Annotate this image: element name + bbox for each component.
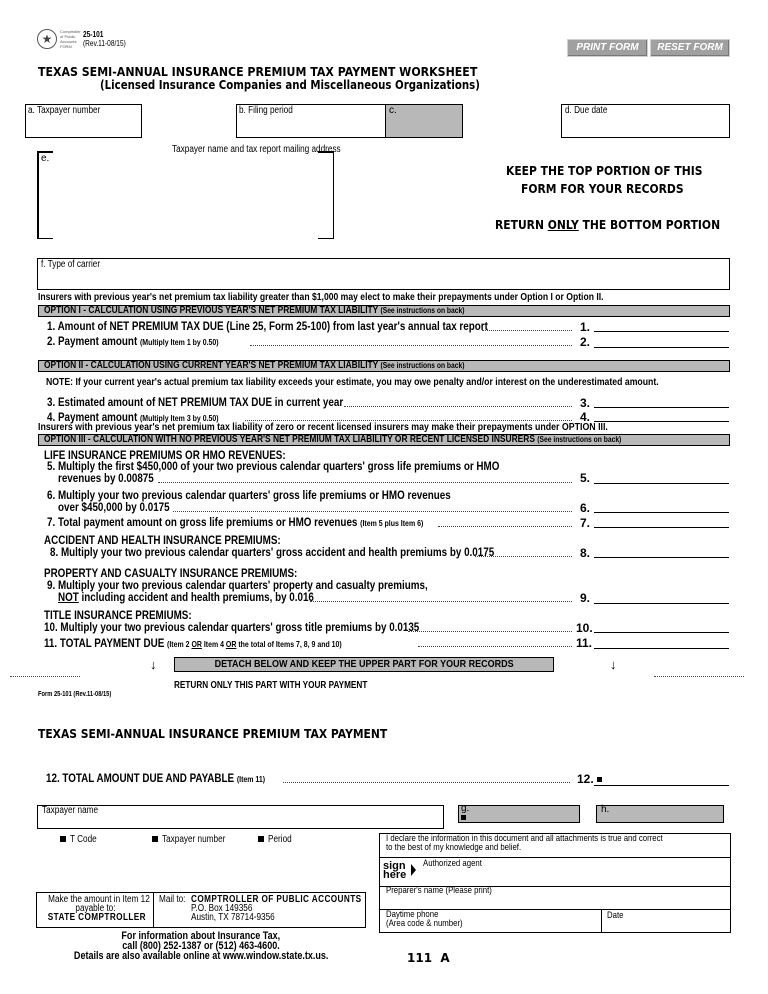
tcode-label: T Code	[60, 834, 103, 845]
form-reference: Form 25-101 (Rev.11-08/15)	[38, 691, 112, 698]
filing-period-label: b. Filing period	[239, 105, 293, 116]
property-casualty-heading: PROPERTY AND CASUALTY INSURANCE PREMIUMS:	[44, 566, 298, 580]
item-7-number: 7.	[580, 516, 591, 530]
item-12-input[interactable]	[594, 785, 729, 786]
item-9-input[interactable]	[594, 603, 729, 604]
item-5-number: 5.	[580, 471, 591, 485]
print-form-button[interactable]: PRINT FORM	[567, 39, 648, 57]
item-8-number: 8.	[580, 546, 591, 560]
due-date-label: d. Due date	[565, 105, 608, 116]
declaration-text: I declare the information in this document and all attachments is true and correct to the best of my knowledge and belief.	[386, 833, 663, 853]
taxpayer-number-label: a. Taxpayer number	[28, 105, 101, 116]
item-11-input[interactable]	[594, 648, 729, 649]
item-9-label: 9. Multiply your two previous calendar quarters' property and casualty premiums,	[47, 578, 428, 592]
authorized-agent-label: Authorized agent	[423, 858, 482, 869]
arrow-down-icon-right: ↓	[610, 657, 617, 672]
detach-banner: DETACH BELOW AND KEEP THE UPPER PART FOR YOUR RECORDS	[174, 657, 554, 672]
declaration-box	[379, 833, 731, 933]
form-number: 25-101	[83, 30, 104, 39]
date-label: Date	[607, 910, 624, 921]
filing-period-field[interactable]	[236, 104, 386, 138]
item-5-label: 5. Multiply the first $450,000 of your two previous calendar quarters' gross life premiums or HMO	[47, 459, 500, 473]
item-6-label-cont: over $450,000 by 0.0175	[58, 500, 170, 514]
taxpayer-number-field[interactable]	[25, 104, 142, 138]
field-c	[385, 104, 463, 138]
return-notice: RETURN ONLY THE BOTTOM PORTION	[495, 217, 721, 232]
item-3-input[interactable]	[594, 407, 729, 408]
page-title: TEXAS SEMI-ANNUAL INSURANCE PREMIUM TAX PAYMENT WORKSHEET	[38, 64, 478, 79]
item-1-input[interactable]	[594, 331, 729, 332]
star-icon: ★	[41, 32, 53, 46]
period-label: Period	[258, 834, 297, 845]
option3-intro: Insurers with previous year's net premium tax liability of zero or recent licensed insurers may make their prepayments under OPTION III.	[38, 422, 608, 433]
keep-notice-line2: FORM FOR YOUR RECORDS	[521, 181, 684, 196]
field-c-label: c.	[389, 105, 397, 116]
item-5-label-cont: revenues by 0.00875	[58, 471, 154, 485]
payable-mail-box	[36, 892, 366, 928]
payable-to: Make the amount in Item 12 payable to: STATE COMPTROLLER	[37, 893, 154, 927]
arrow-down-icon-left: ↓	[150, 657, 157, 672]
square-bullet-icon	[152, 836, 158, 842]
cut-line-left	[10, 676, 80, 677]
item-3-label: 3. Estimated amount of NET PREMIUM TAX DUE in current year	[47, 395, 344, 409]
type-of-carrier-label: f. Type of carrier	[41, 259, 101, 270]
item-7-label: 7. Total payment amount on gross life premiums or HMO revenues (Item 5 plus Item 6)	[47, 515, 424, 529]
address-caption: Taxpayer name and tax report mailing address	[172, 144, 341, 155]
item-6-label: 6. Multiply your two previous calendar quarters' gross life premiums or HMO revenues	[47, 488, 451, 502]
life-heading: LIFE INSURANCE PREMIUMS OR HMO REVENUES:	[44, 448, 286, 462]
item-2-number: 2.	[580, 335, 591, 349]
field-h[interactable]: h.	[596, 805, 724, 823]
item-4-number: 4.	[580, 410, 591, 424]
address-field[interactable]	[37, 151, 334, 239]
info-text: For information about Insurance Tax, call (800) 252-1387 or (512) 463-4600. Details are also available online at www.window.state.tx.us.	[73, 930, 329, 962]
type-of-carrier-field[interactable]	[37, 258, 730, 290]
item-2-input[interactable]	[594, 347, 729, 348]
taxpayer-name-label: Taxpayer name	[42, 805, 99, 816]
authorized-agent-field[interactable]	[380, 858, 730, 886]
item-1-number: 1.	[580, 320, 591, 334]
agency-logo	[37, 29, 57, 49]
field-g[interactable]: g.	[458, 805, 580, 823]
item-10-label: 10. Multiply your two previous calendar quarters' gross title premiums by 0.0135	[44, 620, 420, 634]
keep-notice-line1: KEEP THE TOP PORTION OF THIS	[506, 163, 703, 178]
item-8-label: 8. Multiply your two previous calendar quarters' gross accident and health premiums by 0.0175	[50, 545, 495, 559]
option2-note: NOTE: If your current year's actual premium tax liability exceeds your estimate, you may owe penalty and/or interest on the underestimated amount.	[46, 377, 659, 388]
taxpayer-number-label-bottom: Taxpayer number	[152, 834, 239, 845]
page-subtitle: (Licensed Insurance Companies and Miscellaneous Organizations)	[100, 78, 480, 92]
item-10-number: 10.	[576, 621, 593, 635]
form-code: 111 A	[407, 951, 450, 965]
caret-right-icon	[411, 864, 416, 876]
form-revision: (Rev.11-08/15)	[83, 39, 126, 48]
preparer-name-field[interactable]	[380, 887, 730, 909]
daytime-phone-field[interactable]	[380, 910, 602, 932]
sign-here-label: sign here	[383, 860, 407, 881]
date-field[interactable]	[603, 910, 730, 932]
payment-title: TEXAS SEMI-ANNUAL INSURANCE PREMIUM TAX PAYMENT	[38, 726, 388, 741]
mail-to-label: Mail to:	[159, 894, 186, 905]
due-date-field[interactable]	[561, 104, 730, 138]
item-11-label: 11. TOTAL PAYMENT DUE (Item 2 OR Item 4 OR the total of Items 7, 8, 9 and 10)	[44, 636, 342, 650]
option1-header: OPTION I - CALCULATION USING PREVIOUS YEAR'S NET PREMIUM TAX LIABILITY (See instructions on back)	[38, 305, 730, 317]
item-8-input[interactable]	[594, 557, 729, 558]
item-7-input[interactable]	[594, 527, 729, 528]
agency-name: Comptroller of Public Accounts FORM	[60, 29, 81, 49]
item-5-input[interactable]	[594, 483, 729, 484]
address-label: e.	[41, 153, 50, 164]
item-11-number: 11.	[576, 636, 593, 650]
cut-line-right	[654, 676, 744, 677]
option3-header: OPTION III - CALCULATION WITH NO PREVIOUS YEAR'S NET PREMIUM TAX LIABILITY OR RECENT LICENSED INSURERS (See instructions on back)	[38, 434, 730, 446]
return-part-text: RETURN ONLY THIS PART WITH YOUR PAYMENT	[174, 680, 368, 691]
item-12-label: 12. TOTAL AMOUNT DUE AND PAYABLE (Item 11)	[46, 771, 266, 785]
item-10-input[interactable]	[594, 632, 729, 633]
item-1-label: 1. Amount of NET PREMIUM TAX DUE (Line 25, Form 25-100) from last year's annual tax report	[47, 319, 488, 333]
item-6-number: 6.	[580, 501, 591, 515]
reset-form-button[interactable]: RESET FORM	[650, 39, 730, 57]
taxpayer-name-field[interactable]	[37, 805, 444, 829]
item-3-number: 3.	[580, 396, 591, 410]
option2-header: OPTION II - CALCULATION USING CURRENT YEAR'S NET PREMIUM TAX LIABILITY (See instructions on back)	[38, 360, 730, 372]
preparer-name-label: Preparer's name (Please print)	[386, 885, 492, 896]
square-bullet-icon	[258, 836, 264, 842]
item-9-number: 9.	[580, 591, 591, 605]
item-12-number: 12.	[577, 772, 606, 786]
square-bullet-icon	[60, 836, 66, 842]
item-9-label-cont: NOT including accident and health premiums, by 0.016	[58, 590, 314, 604]
item-6-input[interactable]	[594, 512, 729, 513]
item-2-label: 2. Payment amount (Multiply Item 1 by 0.50)	[47, 334, 219, 348]
accident-health-heading: ACCIDENT AND HEALTH INSURANCE PREMIUMS:	[44, 533, 281, 547]
daytime-phone-label: Daytime phone (Area code & number)	[386, 909, 463, 929]
item-4-label: 4. Payment amount (Multiply Item 3 by 0.50)	[47, 410, 219, 424]
title-insurance-heading: TITLE INSURANCE PREMIUMS:	[44, 608, 192, 622]
intro-text: Insurers with previous year's net premium tax liability greater than $1,000 may elect to make their prepayments under Option I or Option II.	[38, 292, 604, 303]
mail-address: COMPTROLLER OF PUBLIC ACCOUNTS P.O. Box 149356 Austin, TX 78714-9356	[191, 894, 362, 923]
